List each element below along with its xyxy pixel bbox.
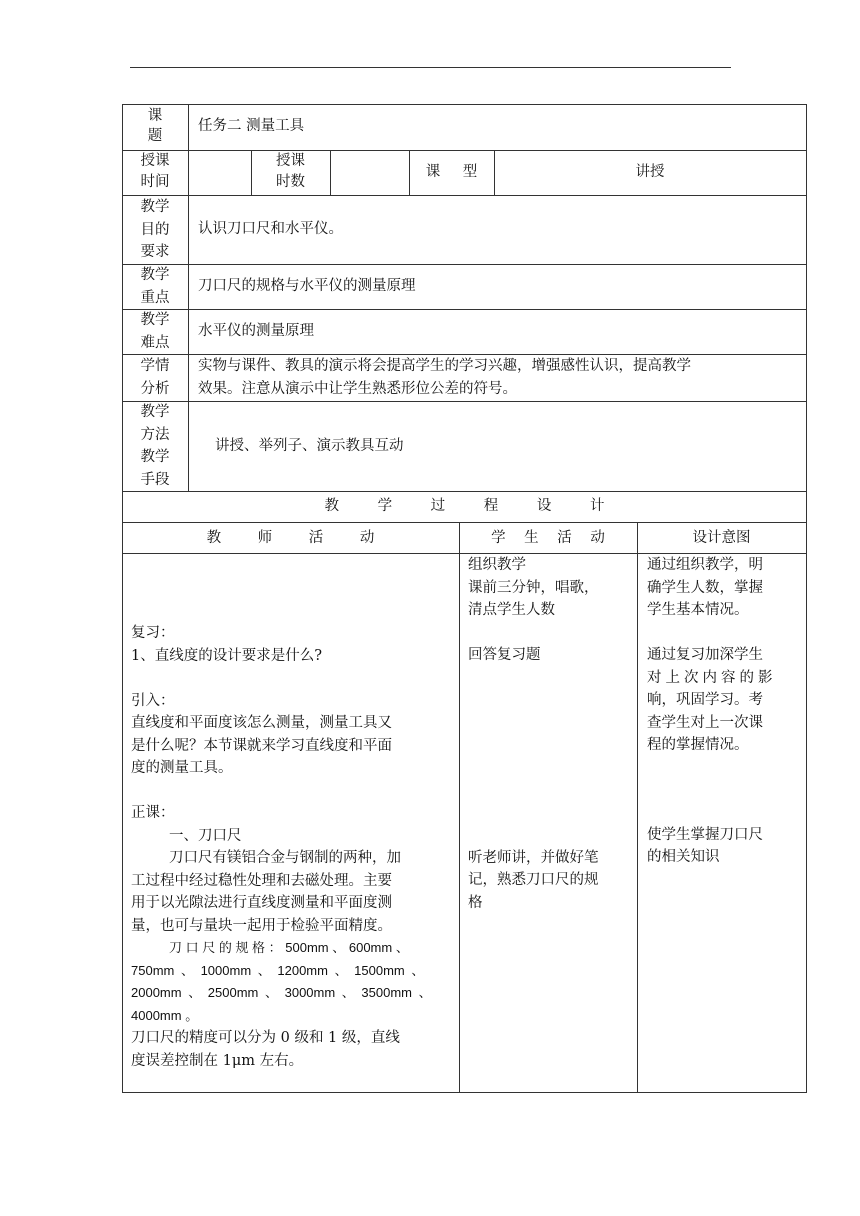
label-type: 课 型: [425, 164, 478, 180]
label-key: [122, 264, 188, 309]
label-hours: [251, 150, 330, 193]
col-sep: [637, 522, 638, 1092]
row-sep: [122, 401, 807, 402]
text-line: 正课：: [131, 805, 175, 821]
text-line: 使学生掌握刀口尺: [647, 826, 763, 843]
text-line: 2000mm 、 2500mm 、 3000mm 、 3500mm 、: [131, 985, 432, 1000]
text-line: 刀口尺有镁铝合金与钢制的两种，加: [169, 850, 401, 866]
text-line: 查学生对上一次课: [647, 714, 763, 731]
text-line: 对上次内容的影: [647, 669, 777, 686]
col-header-design: 设计意图: [692, 530, 751, 546]
label-goal: [122, 196, 188, 264]
label-lesson: [122, 104, 188, 146]
col-header-student: 学 生 活 动: [491, 530, 605, 546]
row-sep: [122, 195, 807, 196]
table-border-bottom: [122, 1092, 807, 1093]
analysis-value: [198, 355, 803, 400]
text-line: [131, 780, 453, 803]
text-line: 组织教学: [468, 557, 526, 573]
text-line: 程的掌握情况。: [647, 737, 749, 753]
text-line: 通过复习加深学生: [647, 647, 763, 663]
text-line: 4000mm 。: [131, 1007, 199, 1023]
table-border-right: [806, 104, 807, 1092]
label-line: 课: [147, 108, 163, 124]
label-line: 题: [147, 128, 163, 144]
text-line: [468, 622, 633, 645]
label-time: [122, 150, 188, 193]
label-line: 教学: [140, 312, 170, 328]
goal-value: 认识刀口尺和水平仪。: [198, 221, 343, 237]
label-line: 手段: [140, 471, 170, 488]
label-line: 学情: [140, 358, 170, 374]
text-line: 确学生人数，掌握: [647, 579, 763, 596]
student-activity: [468, 554, 633, 914]
row-sep: [122, 309, 807, 310]
lesson-title: 任务二 测量工具: [198, 118, 305, 134]
teacher-activity: [131, 622, 453, 1072]
text-line: 记，熟悉刀口尺的规: [468, 872, 599, 888]
label-line: 时间: [140, 174, 170, 190]
label-analysis: [122, 355, 188, 400]
text-line: 听老师讲，并做好笔: [468, 849, 599, 866]
text-line: 格: [468, 894, 483, 911]
text-line: 直线度和平面度该怎么测量，测量工具又: [131, 715, 392, 731]
key-value: 刀口尺的规格与水平仪的测量原理: [198, 278, 416, 294]
label-line: 教学: [140, 449, 170, 465]
analysis-line: 实物与课件、教具的演示将会提高学生的学习兴趣，增强感性认识，提高教学: [198, 358, 691, 374]
text-line: 清点学生人数: [468, 602, 555, 618]
text-line: 引入：: [131, 692, 175, 709]
process-title: 教 学 过 程 设 计: [324, 498, 605, 514]
label-line: 授课: [276, 153, 305, 169]
text-line: 度误差控制在 1μm 左右。: [131, 1052, 304, 1069]
label-line: 教学: [140, 267, 170, 283]
label-line: 要求: [140, 244, 170, 260]
row-sep: [122, 491, 807, 492]
label-line: 难点: [140, 334, 170, 351]
label-line: 教学: [140, 404, 170, 420]
table-border-top: [122, 104, 807, 105]
label-difficulty: [122, 309, 188, 354]
label-line: 时数: [276, 174, 305, 190]
label-method: [122, 401, 188, 491]
hours-value: [331, 150, 409, 195]
label-line: 分析: [140, 380, 170, 397]
text-line: 刀 口 尺 的 规 格 ： 500mm 、 600mm 、: [169, 940, 409, 955]
text-line: 刀口尺的精度可以分为 0 级和 1 级，直线: [131, 1030, 400, 1046]
design-intent: [647, 554, 802, 869]
text-line: 的相关知识: [647, 849, 720, 865]
method-value: 讲授、举列子、演示教具互动: [215, 438, 404, 454]
header-rule: [130, 67, 731, 68]
time-value: [189, 150, 251, 195]
label-line: 目的: [140, 221, 170, 238]
difficulty-value: 水平仪的测量原理: [198, 323, 314, 339]
text-line: 工过程中经过稳性处理和去磁处理。主要: [131, 872, 392, 889]
spacer: [468, 667, 633, 847]
spacer: [647, 757, 802, 824]
col-header-teacher: 教 师 活 动: [206, 530, 375, 546]
text-line: 1、直线度的设计要求是什么?: [131, 647, 322, 664]
label-line: 重点: [140, 289, 170, 306]
text-line: 课前三分钟，唱歌，: [468, 579, 599, 596]
text-line: 学生基本情况。: [647, 602, 749, 618]
text-line: [647, 622, 802, 645]
text-line: 是什么呢？本节课就来学习直线度和平面: [131, 737, 392, 754]
row-sep: [122, 264, 807, 265]
col-sep: [459, 522, 460, 1092]
analysis-line: 效果。注意从演示中让学生熟悉形位公差的符号。: [198, 380, 517, 397]
type-value: 讲授: [635, 164, 665, 180]
text-line: 响，巩固学习。考: [647, 692, 763, 708]
label-line: 教学: [140, 199, 170, 215]
row-sep: [122, 522, 807, 523]
text-line: 用于以光隙法进行直线度测量和平面度测: [131, 895, 392, 911]
label-line: 方法: [140, 426, 170, 443]
text-line: 通过组织教学，明: [647, 557, 763, 573]
text-line: 一、刀口尺: [169, 827, 242, 844]
text-line: 度的测量工具。: [131, 760, 233, 776]
label-line: 授课: [140, 153, 170, 169]
text-line: 750mm 、 1000mm 、 1200mm 、 1500mm 、: [131, 962, 425, 978]
text-line: 回答复习题: [468, 647, 541, 663]
text-line: [131, 667, 453, 690]
text-line: 复习：: [131, 625, 175, 641]
text-line: 量，也可与量块一起用于检验平面精度。: [131, 917, 392, 934]
